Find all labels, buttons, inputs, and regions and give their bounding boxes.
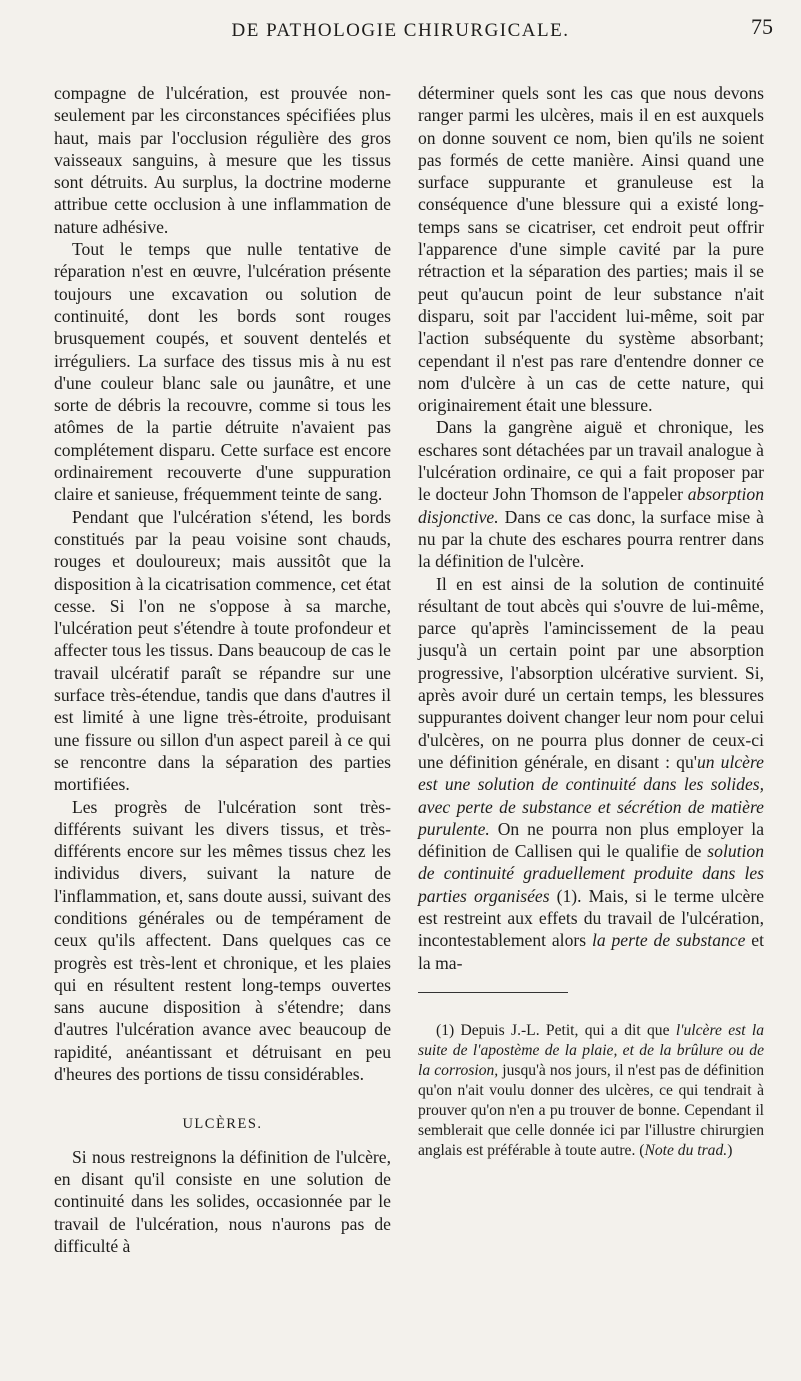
paragraph: Tout le temps que nulle tentative de réparation n'est en œuvre, l'ulcération présente toujours une excavation ou solution de continuité, dont les bords sont rouges brusquement coupés, et souvent dentelés et irréguliers. La surface des tissus mis à nu est d'une couleur blanc sale ou jaunâtre, et une sorte de débris la recouvre, comme si tous les atômes de la partie détruite n'avaient pas complétement disparu. Cette surface est encore ordinairement recouverte d'une suppuration claire et sanieuse, fréquemment teinte de sang. (54, 239, 391, 505)
paragraph: déterminer quels sont les cas que nous devons ranger parmi les ulcères, mais il en est auxquels on donne souvent ce nom, bien qu'ils ne soient pas formés de cette manière. Ainsi quand une surface suppurante et granuleuse est la conséquence d'une blessure qui a existé long-temps sans se cicatriser, cet endroit peut offrir l'apparence d'une simple cavité par la pure rétraction et la séparation des parties; mais il se peut qu'aucun point de leur substance n'ait disparu, soit par l'accident lui-même, soit par l'action subséquente du système absorbant; cependant il n'est pas rare d'entendre donner ce nom d'ulcère à un cas de cette nature, qui originairement était une blessure. (418, 83, 764, 416)
paragraph: Si nous restreignons la définition de l'ulcère, en disant qu'il consiste en une solution de continuité dans les solides, occasionnée par le travail de l'ulcération, nous n'aurons pas de difficulté à (54, 1146, 391, 1256)
text-run: et la ma- (418, 930, 764, 973)
footnote-text (418, 1021, 764, 1161)
italic-term: la perte de substance (591, 930, 746, 951)
section-heading: ULCÈRES. (182, 1116, 263, 1133)
translator-note: Note du trad. (644, 1141, 728, 1159)
text-run: Dans ce cas donc, la surface mise à nu par la chute des eschares pourra rentrer dans la définition de l'ulcère. (418, 506, 764, 572)
paragraph: Pendant que l'ulcération s'étend, les bords constitués par la peau voisine sont chauds, rouges et douloureux; mais aussitôt que la disposition à la cicatrisation commence, cet état cesse. Si l'on ne s'oppose à sa marche, l'ulcération peut s'étendre à toute profondeur et affecter tous les tissus. Dans beaucoup de cas le travail ulcératif paraît se répandre sur une surface très-étendue, tandis que dans d'autres il est limité à une ligne très-étroite, produisant une fissure ou sillon d'un aspect pareil à ce qui se rencontre dans la séparation des parties mortifiées. (54, 506, 391, 795)
text-run: Dans la gangrène aiguë et chronique, les eschares sont détachées par un travail analogue à l'ulcération ordinaire, ce qui a fait proposer par le docteur John Thomson de l'appeler (418, 417, 764, 505)
paragraph: Les progrès de l'ulcération sont très-différents suivant les divers tissus, et très-différents encore sur les mêmes tissus chez les individus divers, suivant la nature de l'inflammation, et, sans doute aussi, suivant des conditions générales ou de tempérament de ceux qu'ils affectent. Dans quelques cas ce progrès est très-lent et chronique, et les plaies qui en résultent restent long-temps ouvertes sans aucune disposition à s'étendre; dans d'autres l'ulcération avance avec beaucoup de rapidité, anéantissant et détruisant en peu d'heures des portions de tissu considérables. (54, 796, 391, 1085)
italic-definition: un ulcère est une solution de continuité dans les solides, avec perte de substance et sécrétion de matière purulente. (418, 751, 764, 839)
right-column (418, 82, 764, 1161)
paragraph (418, 416, 764, 572)
text-run: jusqu'à nos jours, il n'est pas de définition qu'on n'ait voulu donner des ulcères, ce qui tendrait à prouver qu'on n'en a pu trouver de bonne. Cependant il semblerait que celle donnée ici par l'illustre chirurgien anglais est préférable à toute autre. ( (418, 1061, 764, 1159)
paragraph (418, 573, 764, 974)
footnote-rule (418, 992, 568, 993)
text-run: (1). Mais, si le terme ulcère est restreint aux effets du travail de l'ulcération, incontestablement alors (418, 885, 765, 951)
italic-quote: l'ulcère est la suite de l'apostème de la plaie, et de la brûlure ou de la corrosion, (418, 1021, 764, 1079)
paragraph: compagne de l'ulcération, est prouvée non-seulement par les circonstances spécifiées plus haut, mais par l'occlusion régulière des gros vaisseaux sanguins, à mesure que les tissus sont détruits. Au surplus, la doctrine moderne attribue cette occlusion à une inflammation de nature adhésive. (54, 83, 391, 237)
running-head: DE PATHOLOGIE CHIRURGICALE. (231, 20, 570, 41)
text-run: On ne pourra non plus employer la définition de Callisen qui le qualifie de (418, 818, 764, 862)
text-run: (1) Depuis J.-L. Petit, qui a dit que (436, 1021, 676, 1039)
italic-term: absorption disjonctive. (418, 484, 764, 527)
left-column (54, 82, 391, 1257)
page-number: 75 (751, 14, 773, 39)
text-run: Il en est ainsi de la solution de continuité résultant de tout abcès qui s'ouvre de lui-même, parce qu'après l'amincissement de la peau jusqu'à un certain point par une absorption progressive, l'absorption ulcérative survient. Si, après avoir duré un certain temps, les blessures suppurantes doivent changer leur nom pour celui d'ulcères, on ne pourra plus donner de ceux-ci une définition générale, en disant : qu' (418, 573, 764, 772)
text-run: ) (727, 1141, 733, 1159)
footnote (418, 1021, 764, 1161)
italic-definition: solution de continuité graduellement produite dans les parties organisées (418, 841, 764, 906)
